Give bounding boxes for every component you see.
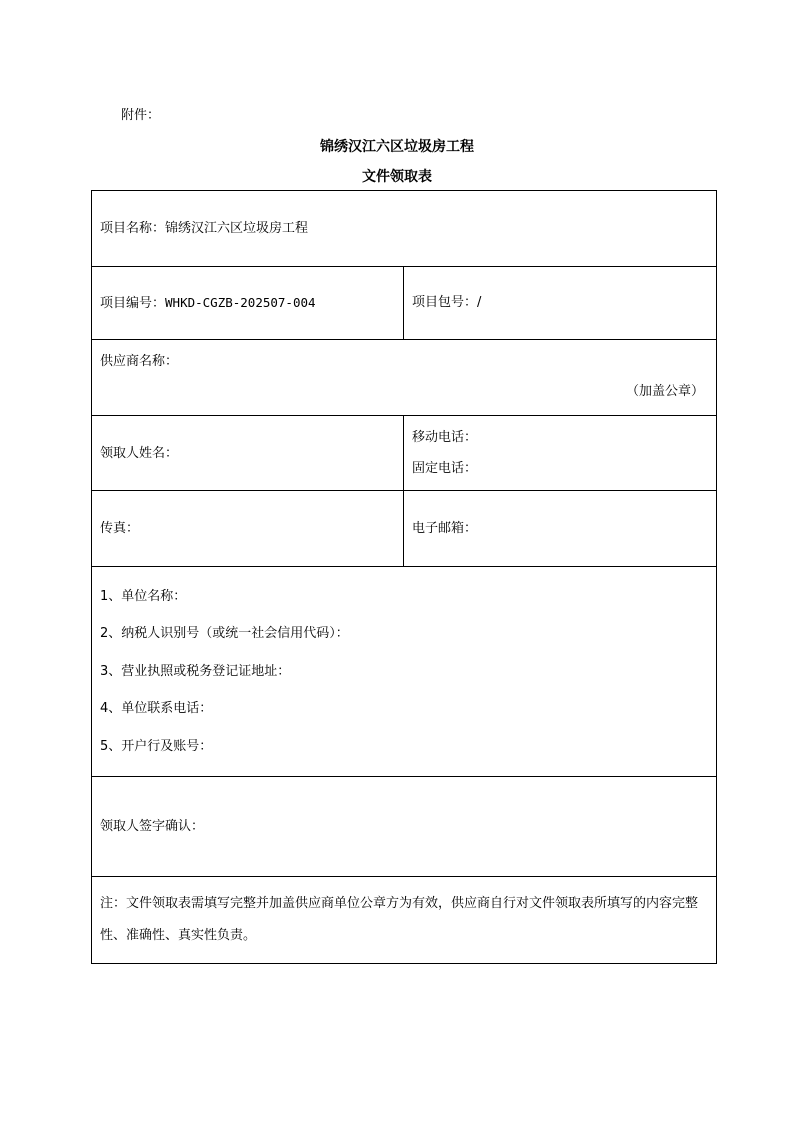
attachment-label: 附件： [121, 108, 161, 123]
company-name-item: 1、单位名称： [100, 588, 187, 604]
package-label: 项目包号： [412, 295, 478, 311]
landline-phone-label: 固定电话： [412, 460, 478, 476]
receiver-name-label: 领取人姓名： [100, 445, 179, 461]
business-address-item: 3、营业执照或税务登记证地址： [100, 663, 291, 679]
project-name-value: 锦绣汉江六区垃圾房工程 [165, 220, 309, 236]
document-receipt-form [91, 190, 717, 964]
row-project-name [92, 191, 717, 267]
project-code-value: WHKD-CGZB-202507-004 [165, 294, 316, 310]
document-subtitle: 文件领取表 [362, 169, 432, 185]
supplier-cell[interactable] [92, 340, 717, 416]
project-code-cell[interactable] [92, 267, 404, 340]
project-code-label: 项目编号： [100, 295, 166, 311]
row-supplier [92, 340, 717, 416]
package-value: / [477, 295, 482, 311]
row-note [92, 876, 717, 963]
note-cell [92, 876, 717, 963]
row-receiver [92, 416, 717, 491]
signature-label: 领取人签字确认： [100, 818, 205, 834]
project-name-cell[interactable] [92, 191, 717, 267]
company-info-cell[interactable] [92, 567, 717, 776]
row-company-info [92, 567, 717, 776]
row-signature [92, 776, 717, 876]
phone-cell[interactable] [404, 416, 717, 491]
fax-cell[interactable] [92, 491, 404, 567]
row-contact [92, 491, 717, 567]
company-phone-item: 4、单位联系电话： [100, 701, 213, 717]
signature-cell[interactable] [92, 776, 717, 876]
tax-id-item: 2、纳税人识别号（或统一社会信用代码）： [100, 626, 349, 642]
package-cell[interactable] [404, 267, 717, 340]
supplier-name-label: 供应商名称： [100, 354, 179, 370]
note-text: 注：文件领取表需填写完整并加盖供应商单位公章方为有效，供应商自行对文件领取表所填写的内容完整性、准确性、真实性负责。 [100, 895, 699, 943]
mobile-phone-label: 移动电话： [412, 430, 478, 446]
email-label: 电子邮箱： [412, 521, 478, 537]
fax-label: 传真： [100, 521, 140, 537]
email-cell[interactable] [404, 491, 717, 567]
document-title: 锦绣汉江六区垃圾房工程 [320, 139, 474, 155]
project-name-label: 项目名称： [100, 220, 166, 236]
seal-note: （加盖公章） [625, 383, 704, 399]
receiver-name-cell[interactable] [92, 416, 404, 491]
bank-account-item: 5、开户行及账号： [100, 738, 213, 754]
row-project-code [92, 267, 717, 340]
